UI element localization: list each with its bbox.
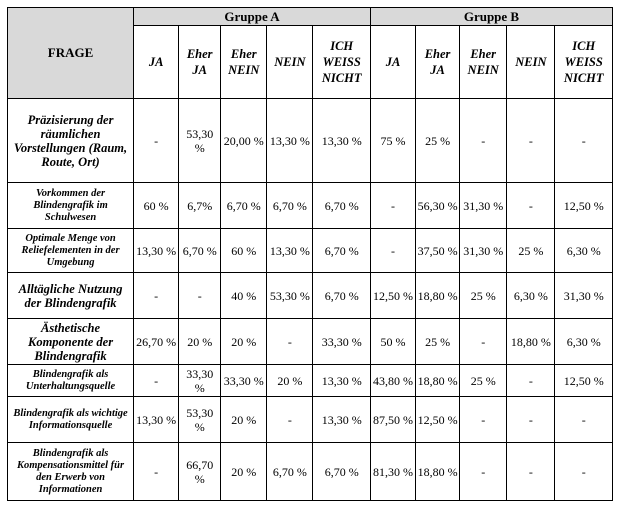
value-cell: 6,70 % bbox=[267, 443, 313, 501]
value-cell: 20,00 % bbox=[221, 99, 267, 183]
col-b-eher-nein: Eher NEIN bbox=[460, 26, 507, 99]
value-cell: - bbox=[267, 319, 313, 365]
value-cell: - bbox=[370, 229, 415, 273]
value-cell: - bbox=[555, 99, 613, 183]
value-cell: 33,30 % bbox=[221, 365, 267, 397]
value-cell: 53,30 % bbox=[267, 273, 313, 319]
value-cell: 6,70 % bbox=[313, 183, 370, 229]
value-cell: 40 % bbox=[221, 273, 267, 319]
value-cell: 25 % bbox=[460, 273, 507, 319]
question-cell: Blindengrafik als Unterhaltungsquelle bbox=[8, 365, 134, 397]
value-cell: 12,50 % bbox=[416, 397, 460, 443]
value-cell: 37,50 % bbox=[416, 229, 460, 273]
value-cell: 18,80 % bbox=[416, 365, 460, 397]
value-cell: 6,70 % bbox=[313, 229, 370, 273]
value-cell: 13,30 % bbox=[313, 397, 370, 443]
value-cell: 6,30 % bbox=[555, 229, 613, 273]
value-cell: 25 % bbox=[460, 365, 507, 397]
col-a-eher-ja: Eher JA bbox=[179, 26, 221, 99]
col-b-eher-ja: Eher JA bbox=[416, 26, 460, 99]
value-cell: 18,80 % bbox=[416, 443, 460, 501]
value-cell: 6,70 % bbox=[313, 273, 370, 319]
value-cell: 33,30 % bbox=[179, 365, 221, 397]
value-cell: - bbox=[179, 273, 221, 319]
value-cell: 13,30 % bbox=[313, 365, 370, 397]
value-cell: - bbox=[134, 99, 179, 183]
value-cell: - bbox=[134, 365, 179, 397]
value-cell: - bbox=[460, 99, 507, 183]
value-cell: 13,30 % bbox=[267, 99, 313, 183]
value-cell: 53,30 % bbox=[179, 99, 221, 183]
value-cell: 20 % bbox=[179, 319, 221, 365]
survey-table bbox=[7, 7, 613, 501]
col-a-eher-nein: Eher NEIN bbox=[221, 26, 267, 99]
value-cell: 6,30 % bbox=[555, 319, 613, 365]
value-cell: - bbox=[507, 99, 555, 183]
value-cell: - bbox=[507, 365, 555, 397]
col-b-weiss-nicht: ICH WEISS NICHT bbox=[555, 26, 613, 99]
question-cell: Blindengrafik als wichtige Informationsquelle bbox=[8, 397, 134, 443]
value-cell: 6,7% bbox=[179, 183, 221, 229]
value-cell: 20 % bbox=[221, 319, 267, 365]
table-row bbox=[8, 229, 613, 273]
question-cell: Blindengrafik als Kompensationsmittel für den Erwerb von Informationen bbox=[8, 443, 134, 501]
value-cell: - bbox=[134, 273, 179, 319]
value-cell: 13,30 % bbox=[313, 99, 370, 183]
value-cell: 75 % bbox=[370, 99, 415, 183]
table-row bbox=[8, 319, 613, 365]
value-cell: 53,30 % bbox=[179, 397, 221, 443]
value-cell: 50 % bbox=[370, 319, 415, 365]
value-cell: 81,30 % bbox=[370, 443, 415, 501]
value-cell: 43,80 % bbox=[370, 365, 415, 397]
table-row bbox=[8, 273, 613, 319]
value-cell: 6,70 % bbox=[221, 183, 267, 229]
value-cell: - bbox=[507, 397, 555, 443]
value-cell: - bbox=[555, 397, 613, 443]
value-cell: - bbox=[267, 397, 313, 443]
table-row bbox=[8, 183, 613, 229]
value-cell: 56,30 % bbox=[416, 183, 460, 229]
value-cell: 66,70 % bbox=[179, 443, 221, 501]
group-a-header: Gruppe A bbox=[134, 8, 371, 26]
col-b-nein: NEIN bbox=[507, 26, 555, 99]
value-cell: 31,30 % bbox=[555, 273, 613, 319]
value-cell: 25 % bbox=[416, 319, 460, 365]
value-cell: - bbox=[507, 443, 555, 501]
value-cell: - bbox=[460, 443, 507, 501]
value-cell: - bbox=[507, 183, 555, 229]
table-row bbox=[8, 443, 613, 501]
table-row bbox=[8, 365, 613, 397]
value-cell: 33,30 % bbox=[313, 319, 370, 365]
value-cell: 12,50 % bbox=[555, 365, 613, 397]
value-cell: - bbox=[555, 443, 613, 501]
question-cell: Vorkommen der Blindengrafik im Schulwesen bbox=[8, 183, 134, 229]
col-a-weiss-nicht: ICH WEISS NICHT bbox=[313, 26, 370, 99]
value-cell: 6,70 % bbox=[267, 183, 313, 229]
value-cell: - bbox=[134, 443, 179, 501]
table-row bbox=[8, 99, 613, 183]
value-cell: 87,50 % bbox=[370, 397, 415, 443]
value-cell: - bbox=[460, 319, 507, 365]
value-cell: 25 % bbox=[416, 99, 460, 183]
value-cell: 13,30 % bbox=[134, 229, 179, 273]
value-cell: - bbox=[370, 183, 415, 229]
question-cell: Ästhetische Komponente der Blindengrafik bbox=[8, 319, 134, 365]
value-cell: 13,30 % bbox=[134, 397, 179, 443]
question-cell: Alltägliche Nutzung der Blindengrafik bbox=[8, 273, 134, 319]
value-cell: 6,30 % bbox=[507, 273, 555, 319]
frage-header: FRAGE bbox=[8, 8, 134, 99]
value-cell: 20 % bbox=[221, 443, 267, 501]
value-cell: 60 % bbox=[221, 229, 267, 273]
value-cell: 20 % bbox=[221, 397, 267, 443]
value-cell: 25 % bbox=[507, 229, 555, 273]
col-a-nein: NEIN bbox=[267, 26, 313, 99]
value-cell: 26,70 % bbox=[134, 319, 179, 365]
value-cell: 12,50 % bbox=[555, 183, 613, 229]
value-cell: 31,30 % bbox=[460, 183, 507, 229]
value-cell: 18,80 % bbox=[507, 319, 555, 365]
value-cell: 31,30 % bbox=[460, 229, 507, 273]
value-cell: 6,70 % bbox=[179, 229, 221, 273]
value-cell: 13,30 % bbox=[267, 229, 313, 273]
table-row bbox=[8, 397, 613, 443]
value-cell: - bbox=[460, 397, 507, 443]
value-cell: 18,80 % bbox=[416, 273, 460, 319]
value-cell: 12,50 % bbox=[370, 273, 415, 319]
question-cell: Präzisierung der räumlichen Vorstellungen (Raum, Route, Ort) bbox=[8, 99, 134, 183]
value-cell: 6,70 % bbox=[313, 443, 370, 501]
group-b-header: Gruppe B bbox=[370, 8, 612, 26]
col-a-ja: JA bbox=[134, 26, 179, 99]
col-b-ja: JA bbox=[370, 26, 415, 99]
value-cell: 20 % bbox=[267, 365, 313, 397]
question-cell: Optimale Menge von Reliefelementen in der Umgebung bbox=[8, 229, 134, 273]
value-cell: 60 % bbox=[134, 183, 179, 229]
